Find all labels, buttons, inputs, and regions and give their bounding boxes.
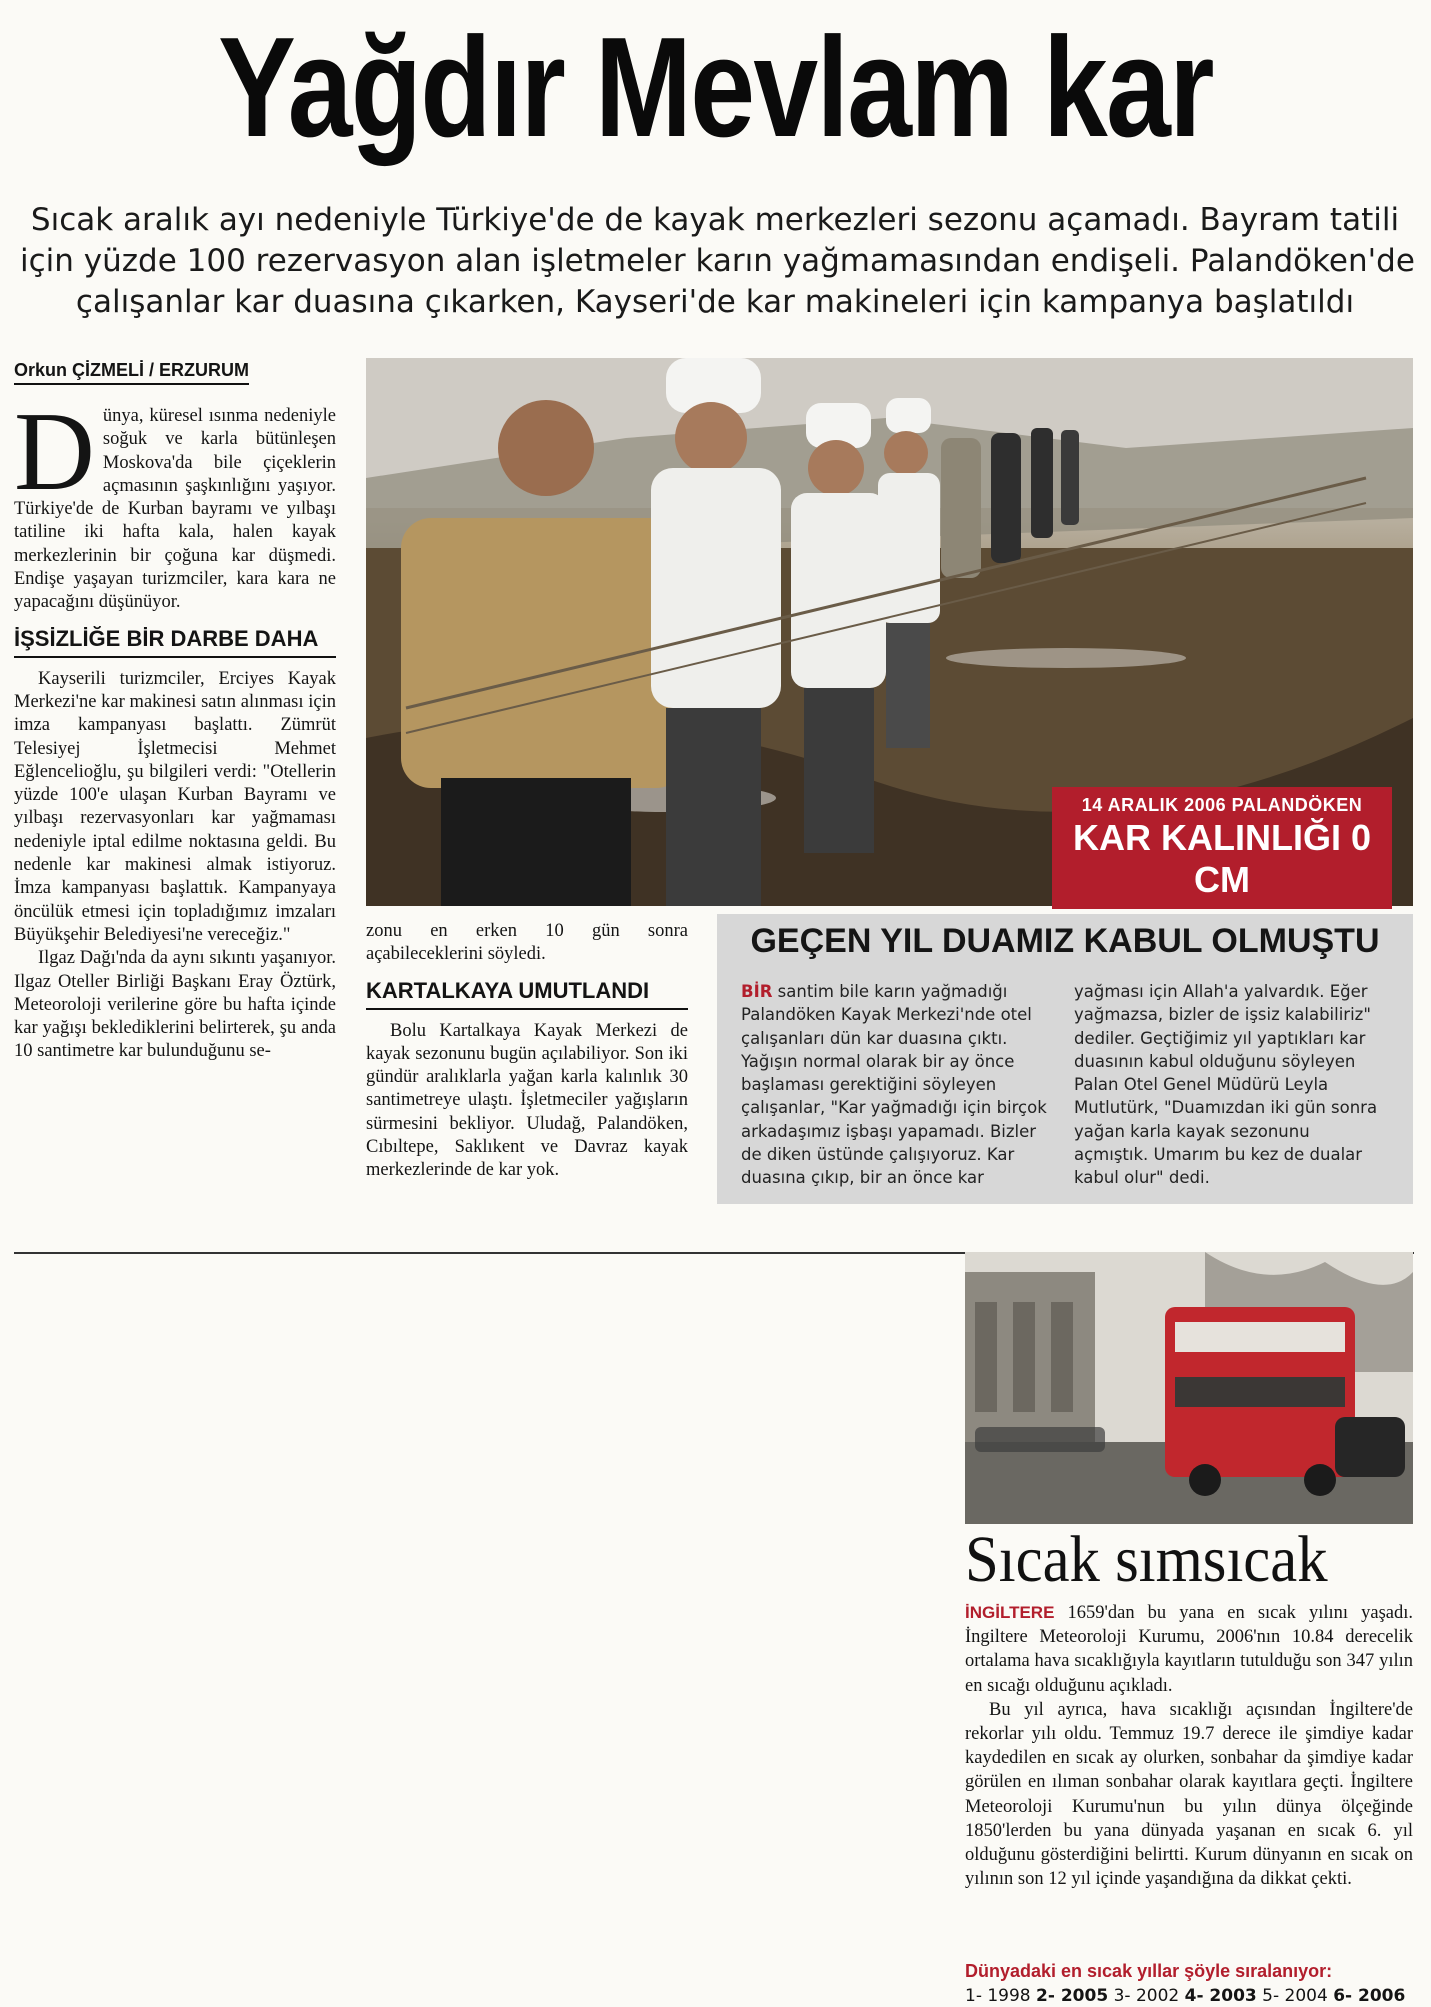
year-rank-4: 4- 2003 xyxy=(1184,1986,1257,2006)
prayer-box-text-1: santim bile karın yağmadığı Palandöken Kayak Merkezi'nde otel çalışanları dün kar duasına çıktı. Yağışın normal olarak bir ay önce başlaması gerektiğini söyleyen çalışanlar, "Kar yağmadığı için birçok arkadaşımız işbaşı yapamadı. Bizler de diken üstünde çalışıyoruz. Kar duasına çıkıp, bir an önce kar xyxy=(741,982,1047,1188)
side-story-headline: Sıcak sımsıcak xyxy=(965,1523,1328,1596)
article-column-2 xyxy=(366,920,688,1183)
hottest-years-subhead: Dünyadaki en sıcak yıllar şöyle sıralanıyor: xyxy=(965,1961,1333,1981)
prayer-box-column-1 xyxy=(741,980,1053,1190)
year-rank-2: 2- 2005 xyxy=(1036,1986,1109,2006)
snow-depth-date: 14 ARALIK 2006 PALANDÖKEN xyxy=(1081,795,1363,815)
subhead-kartalkaya: KARTALKAYA UMUTLANDI xyxy=(366,977,688,1010)
deck-line-3: çalışanlar kar duasına çıkarken, Kayseri'de kar makineleri için kampanya başlatıldı xyxy=(75,284,1355,320)
snow-depth-value: KAR KALINLIĞI 0 CM xyxy=(1072,817,1371,900)
snow-depth-label xyxy=(1052,787,1392,909)
prayer-box-title: GEÇEN YIL DUAMIZ KABUL OLMUŞTU xyxy=(750,922,1380,960)
byline: Orkun ÇİZMELİ / ERZURUM xyxy=(14,360,249,385)
deck xyxy=(20,200,1415,323)
prayer-box-lead: BİR xyxy=(741,982,773,1001)
deck-line-2: için yüzde 100 rezervasyon alan işletmeler karın yağmamasından endişeli. Palandöken'de xyxy=(20,243,1415,279)
year-rank-1: 1- 1998 xyxy=(965,1986,1031,2006)
year-rank-5: 5- 2004 xyxy=(1262,1986,1328,2006)
year-rank-3: 3- 2002 xyxy=(1113,1986,1180,2006)
article-paragraph-3: zonu en erken 10 gün sonra açabileceklerini söyledi. xyxy=(366,921,688,965)
deck-line-1: Sıcak aralık ayı nedeniyle Türkiye'de de kayak merkezleri sezonu açamadı. Bayram tatili xyxy=(30,202,1400,238)
side-story-paragraph-1 xyxy=(965,1601,1413,1698)
headline: Yağdır Mevlam kar xyxy=(218,8,1213,167)
side-story-body xyxy=(965,1601,1413,1891)
hottest-years-list xyxy=(965,1985,1405,2007)
prayer-box-column-2: yağması için Allah'a yalvardık. Eğer yağmazsa, bizler de işsiz kalabiliriz" dediler. Geçtiğimiz yıl yaptıkları kar duasının kabul olduğunu söyleyen Palan Otel Genel Müdürü Leyla Mutlutürk, "Duamızdan iki gün sonra yağan karla kayak sezonunu açmıştık. Umarım bu kez de dualar kabul olur" dedi. xyxy=(1074,982,1378,1188)
side-story-text-1: 1659'dan bu yana en sıcak yılını yaşadı. İngiltere Meteoroloji Kurumu, 2006'nın 10.84 derecelik ortalama hava sıcaklığıyla kayıtların tutulduğu son 347 yılın en sıcağı olduğunu açıkladı. xyxy=(965,1603,1413,1696)
article-paragraph-4: Bolu Kartalkaya Kayak Merkezi de kayak sezonunu bugün açılabiliyor. Son iki gündür aralıklarla yağan karla kalınlık 30 santimetreye ulaştı. İşletmeciler yağışların sürmesini bekliyor. Uludağ, Palandöken, Cıbıltepe, Saklıkent ve Davraz kayak merkezlerinde de kar yok. xyxy=(366,1020,688,1181)
subhead-unemployment: İŞSİZLİĞE BİR DARBE DAHA xyxy=(14,625,336,658)
prayer-box xyxy=(717,914,1413,1204)
article-paragraph-1: Kayserili turizmciler, Erciyes Kayak Merkezi'ne kar makinesi satın alınması için imza kampanyası başlattı. Zümrüt Telesiyej İşletmecisi Mehmet Eğlencelioğlu, şu bilgileri verdi: "Otellerin yüzde 100'e ulaşan Kurban Bayramı ve yılbaşı rezervasyonları kar yağmaması nedeniyle iptal edilme noktasına geldi. Bu nedenle kar makinesi almak istiyoruz. İmza kampanyası başlattık. Kampanyaya öncülük etmesi için topladığımız imzaları Büyükşehir Belediyesi'ne vereceğiz." xyxy=(14,668,336,945)
year-rank-6: 6- 2006 xyxy=(1333,1986,1406,2006)
article-intro xyxy=(14,390,336,615)
drop-cap: D xyxy=(14,390,95,514)
side-story-paragraph-2: Bu yıl ayrıca, hava sıcaklığı açısından İngiltere'de rekorlar yılı oldu. Temmuz 19.7 derece ile şimdiye kadar kaydedilen en sıcak ay olurken, sonbahar da şimdiye kadar görülen en ılıman sonbahar olarak kayıtlara geçti. İngiltere Meteoroloji Kurumu'nun bu yılın dünya ölçeğinde 1850'lerden bu yana dünyada yaşanan en sıcak 6. yıl olduğunu gösterdiğini belirtti. Kurum dünyanın en sıcak on yılının son 12 yıl içinde yaşandığına da dikkat çekti. xyxy=(965,1699,1413,1890)
article-paragraph-2: Ilgaz Dağı'nda da aynı sıkıntı yaşanıyor. Ilgaz Oteller Birliği Başkanı Eray Öztürk, Meteoroloji verilerine göre bu hafta içinde kar yağışı beklediklerini belirterek, şu anda 10 santimetre kar bulunduğunu se- xyxy=(14,948,336,1062)
side-story-lead: İNGİLTERE xyxy=(965,1603,1055,1622)
article-intro-text: ünya, küresel ısınma nedeniyle soğuk ve karla bütünleşen Moskova'da bile çiçeklerin açmasının şaşkınlığını yaşıyor. Türkiye'de de Kurban bayramı ve yılbaşı tatiline iki hafta kala, halen kayak merkezlerinin bir çoğuna kar düşmedi. Endişe yaşayan turizmciler, kara kara ne yapacağını düşünüyor. xyxy=(14,406,336,613)
article-column-1 xyxy=(14,390,336,1064)
london-bus-drawing xyxy=(965,1252,1413,1524)
london-bus-photo xyxy=(965,1252,1413,1524)
